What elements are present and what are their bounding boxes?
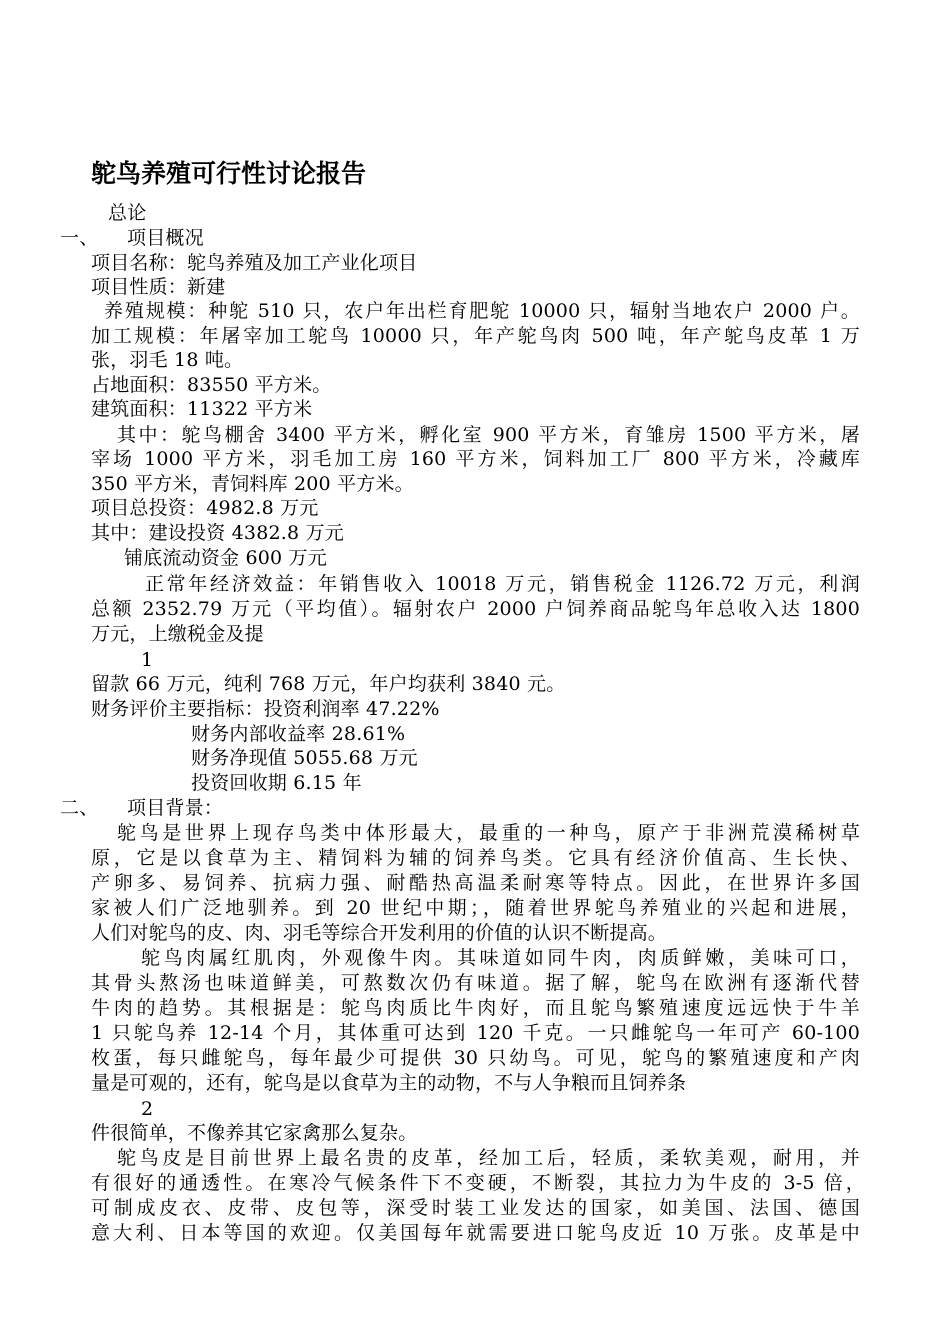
text-line: 项目总投资：4982.8 万元 (91, 497, 319, 519)
document-title: 鸵鸟养殖可行性讨论报告 (91, 159, 367, 188)
text-line: 项目性质：新建 (91, 276, 226, 298)
section-number-2: 二、 (60, 797, 99, 819)
text-line: 350 平方米，青饲料库 200 平方米。 (91, 473, 414, 495)
text-line: 加工规模：年屠宰加工鸵鸟 10000 只，年产鸵鸟肉 500 吨，年产鸵鸟皮革 1 万 (91, 325, 860, 347)
section-heading-overview: 项目概况 (127, 227, 204, 249)
text-line: 产卵多、易饲养、抗病力强、耐酷热高温柔耐寒等特点。因此，在世界许多国 (91, 872, 860, 894)
page-number: 2 (141, 1098, 154, 1120)
text-line: 其中：鸵鸟棚舍 3400 平方米，孵化室 900 平方米，育雏房 1500 平方米，屠 (117, 424, 860, 446)
text-line: 张，羽毛 18 吨。 (91, 349, 244, 371)
text-line: 有很好的通透性。在寒冷气候条件下不变硬，不断裂，其拉力为牛皮的 3-5 倍， (91, 1172, 865, 1194)
text-line: 宰场 1000 平方米，羽毛加工房 160 平方米，饲料加工厂 800 平方米，冷藏库 (91, 448, 860, 470)
text-line: 正常年经济效益：年销售收入 10018 万元，销售税金 1126.72 万元，利润 (145, 573, 860, 595)
text-line: 占地面积：83550 平方米。 (91, 374, 332, 396)
section-number-1: 一、 (60, 227, 99, 249)
text-line: 其中：建设投资 4382.8 万元 (91, 522, 344, 544)
section-heading-general: 总论 (108, 202, 147, 224)
text-line: 可制成皮衣、皮带、皮包等，深受时装工业发达的国家，如美国、法国、德国 (91, 1197, 860, 1219)
text-line: 其骨头熬汤也味道鲜美，可熬数次仍有味道。据了解，鸵鸟在欧洲有逐渐代替 (91, 972, 860, 994)
text-line: 家被人们广泛地驯养。到 20 世纪中期；，随着世界鸵鸟养殖业的兴起和进展， (91, 897, 860, 919)
text-line: 意大利、日本等国的欢迎。仅美国每年就需要进口鸵鸟皮近 10 万张。皮革是中 (91, 1222, 860, 1244)
text-line: 项目名称：鸵鸟养殖及加工产业化项目 (91, 252, 418, 274)
page-number: 1 (141, 649, 154, 671)
section-heading-background: 项目背景： (127, 797, 224, 819)
text-line: 铺底流动资金 600 万元 (124, 547, 327, 569)
text-line: 原，它是以食草为主、精饲料为辅的饲养鸟类。它具有经济价值高、生长快、 (91, 847, 860, 869)
text-line: 鸵鸟肉属红肌肉，外观像牛肉。其味道如同牛肉，肉质鲜嫩，美味可口， (141, 947, 860, 969)
text-line: 鸵鸟皮是目前世界上最名贵的皮革，经加工后，轻质，柔软美观，耐用，并 (117, 1147, 860, 1169)
text-line: 养殖规模：种鸵 510 只，农户年出栏育肥鸵 10000 只，辐射当地农户 2000 户。 (104, 300, 860, 322)
text-line: 量是可观的，还有，鸵鸟是以食草为主的动物，不与人争粮而且饲养条 (91, 1072, 687, 1094)
text-line: 人们对鸵鸟的皮、肉、羽毛等综合开发利用的价值的认识不断提高。 (91, 922, 668, 944)
text-line: 财务内部收益率 28.61% (191, 723, 406, 745)
text-line: 财务净现值 5055.68 万元 (191, 747, 418, 769)
text-line: 枚蛋，每只雌鸵鸟，每年最少可提供 30 只幼鸟。可见，鸵鸟的繁殖速度和产肉 (91, 1047, 860, 1069)
text-line: 财务评价主要指标：投资利润率 47.22% (91, 698, 440, 720)
text-line: 鸵鸟是世界上现存鸟类中体形最大，最重的一种鸟，原产于非洲荒漠稀树草 (117, 822, 860, 844)
text-line: 投资回收期 6.15 年 (191, 772, 362, 794)
text-line: 总额 2352.79 万元（平均值）。辐射农户 2000 户饲养商品鸵鸟年总收入达 1800 (91, 598, 860, 620)
text-line: 牛肉的趋势。其根据是：鸵鸟肉质比牛肉好，而且鸵鸟繁殖速度远远快于牛羊 (91, 997, 860, 1019)
text-line: 1 只鸵鸟养 12-14 个月，其体重可达到 120 千克。一只雌鸵鸟一年可产 60-100 (91, 1022, 860, 1044)
text-line: 万元，上缴税金及提 (91, 623, 264, 645)
text-line: 建筑面积：11322 平方米 (91, 398, 313, 420)
text-line: 件很简单，不像养其它家禽那么复杂。 (91, 1122, 418, 1144)
text-line: 留款 66 万元，纯利 768 万元，年户均获利 3840 元。 (91, 673, 566, 695)
